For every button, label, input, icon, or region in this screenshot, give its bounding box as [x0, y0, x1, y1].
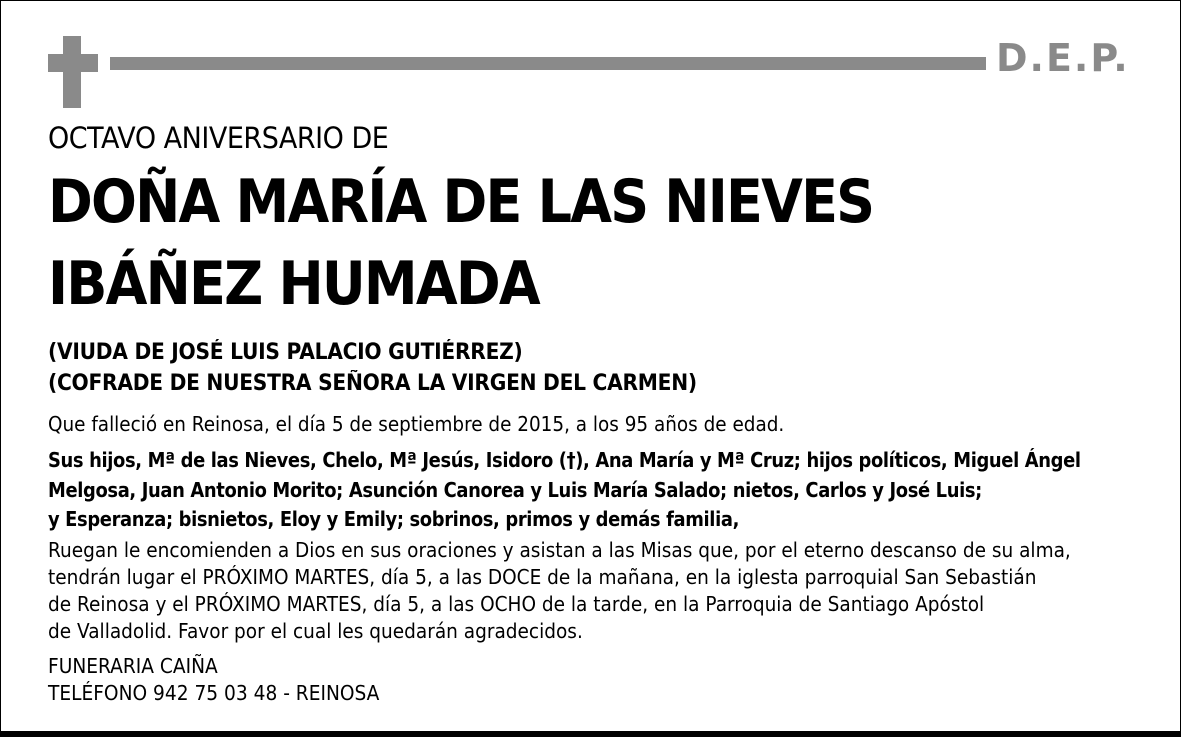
widow-of-note: (VIUDA DE JOSÉ LUIS PALACIO GUTIÉRREZ) — [48, 340, 523, 365]
dep-label: D.E.P. — [996, 36, 1130, 80]
request-line: tendrán lugar el PRÓXIMO MARTES, día 5, a las DOCE de la mañana, en la iglesta parroquial San Sebastián — [48, 565, 1037, 589]
funeral-home-phone: TELÉFONO 942 75 03 48 - REINOSA — [48, 681, 380, 705]
request-line: de Valladolid. Favor por el cual les quedarán agradecidos. — [48, 619, 583, 643]
deceased-name-line-1: DOÑA MARÍA DE LAS NIEVES — [48, 167, 874, 237]
funeral-home-name: FUNERARIA CAIÑA — [48, 654, 218, 678]
family-line: y Esperanza; bisnietos, Eloy y Emily; sobrinos, primos y demás familia, — [48, 507, 740, 531]
header-rule — [110, 57, 986, 70]
death-info: Que falleció en Reinosa, el día 5 de septiembre de 2015, a los 95 años de edad. — [48, 412, 785, 436]
anniversary-heading: OCTAVO ANIVERSARIO DE — [48, 121, 389, 155]
cross-horizontal-bar — [48, 54, 98, 72]
family-line: Sus hijos, Mª de las Nieves, Chelo, Mª Jesús, Isidoro (†), Ana María y Mª Cruz; hijos políticos, Miguel Ángel — [48, 448, 1081, 472]
deceased-name-line-2: IBÁÑEZ HUMADA — [48, 249, 539, 319]
request-line: de Reinosa y el PRÓXIMO MARTES, día 5, a las OCHO de la tarde, en la Parroquia de Santiago Apóstol — [48, 592, 985, 616]
cofrade-note: (COFRADE DE NUESTRA SEÑORA LA VIRGEN DEL CARMEN) — [48, 371, 697, 396]
cross-icon — [48, 36, 98, 108]
cross-vertical-bar — [63, 36, 81, 108]
family-line: Melgosa, Juan Antonio Morito; Asunción Canorea y Luis María Salado; nietos, Carlos y José Luis; — [48, 478, 982, 502]
request-line: Ruegan le encomienden a Dios en sus oraciones y asistan a las Misas que, por el eterno descanso de su alma, — [48, 538, 1071, 562]
